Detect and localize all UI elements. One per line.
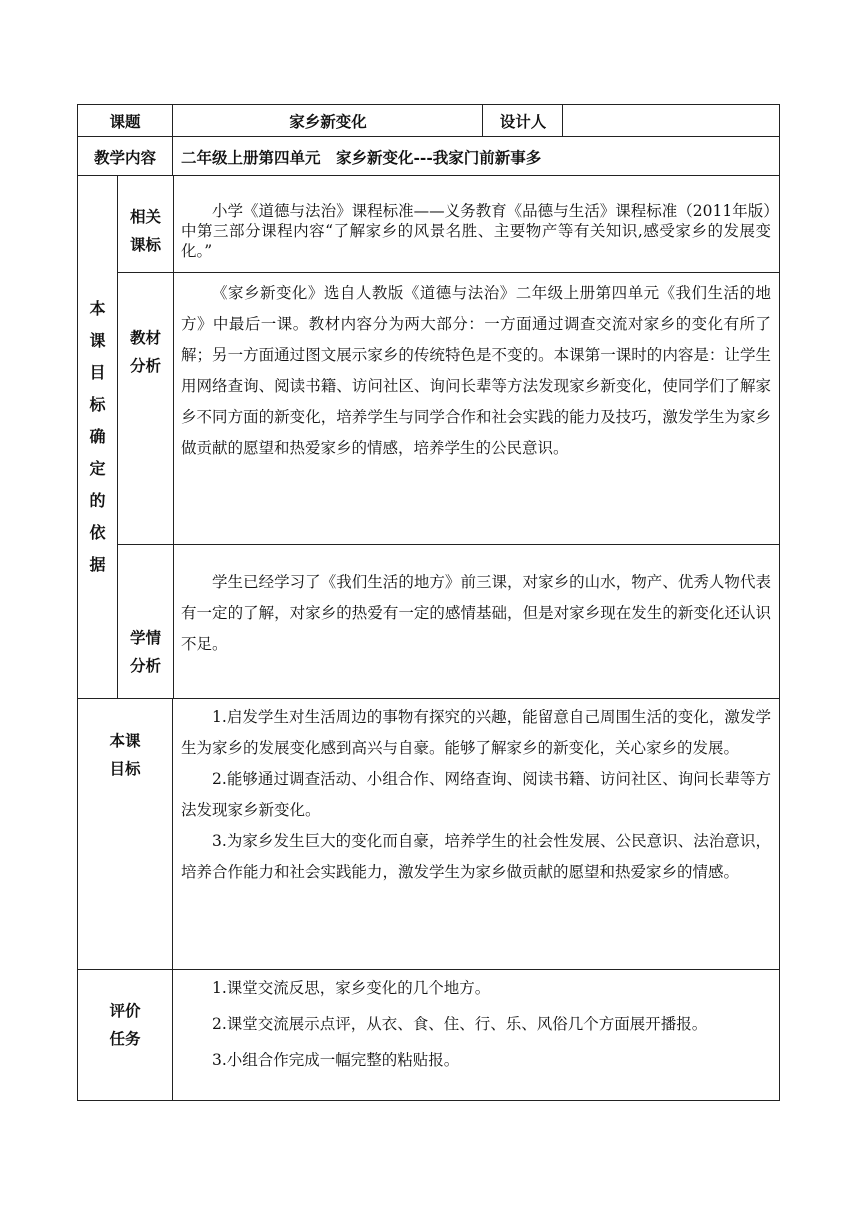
assessment-item: 3.小组合作完成一幅完整的粘贴报。	[212, 1051, 460, 1069]
assessment-label: 评价 任务	[109, 1001, 141, 1048]
assessment-item: 2.课堂交流展示点评，从衣、食、住、行、乐、风俗几个方面展开播报。	[212, 1015, 708, 1033]
standard-text-cell	[181, 201, 771, 271]
row-divider	[117, 544, 780, 545]
goal-item: 3.为家乡发生巨大的变化而自豪，培养学生的社会性发展、公民意识、法治意识，培养合作能力和社会实践能力，激发学生为家乡做贡献的愿望和热爱家乡的情感。	[181, 832, 771, 881]
designer-label: 设计人	[499, 111, 547, 131]
goals-text-cell	[181, 702, 771, 968]
standard-label: 相关 课标	[129, 207, 161, 254]
topic-value: 家乡新变化	[289, 111, 367, 131]
standard-text: 小学《道德与法治》课程标准——义务教育《品德与生活》课程标准（2011年版）中第三部分课程内容“了解家乡的风景名胜、主要物产等有关知识,感受家乡的发展变化。”	[181, 202, 771, 260]
content-value: 二年级上册第四单元 家乡新变化---我家门前新事多	[181, 147, 542, 167]
table-border-bottom	[77, 1100, 780, 1101]
designer-value	[563, 104, 779, 137]
students-label: 学情 分析	[129, 627, 161, 675]
lesson-plan-table	[77, 104, 780, 1100]
assessment-text-cell	[181, 970, 771, 1090]
material-text: 《家乡新变化》选自人教版《道德与法治》二年级上册第四单元《我们生活的地方》中最后一课。教材内容分为两大部分：一方面通过调查交流对家乡的变化有所了解；另一方面通过图文展示家乡的传统特色是不变的。本课第一课时的内容是：让学生用网络查询、阅读书籍、访问社区、询问长辈等方法发现家乡新变化，使同学们了解家乡不同方面的新变化，培养学生与同学合作和社会实践的能力及技巧，激发学生为家乡做贡献的愿望和热爱家乡的情感，培养学生的公民意识。	[181, 284, 771, 457]
students-text-cell	[181, 567, 771, 687]
basis-title: 本 课 目 标 确 定 的 依 据	[89, 299, 106, 574]
material-text-cell	[181, 278, 771, 538]
row-divider	[77, 698, 780, 699]
assessment-item: 1.课堂交流反思，家乡变化的几个地方。	[212, 979, 491, 997]
material-label: 教材 分析	[129, 328, 161, 375]
topic-label: 课题	[109, 111, 141, 131]
row-divider	[117, 272, 780, 273]
content-label: 教学内容	[93, 147, 156, 167]
table-border-right	[779, 104, 780, 1101]
goal-item: 2.能够通过调查活动、小组合作、网络查询、阅读书籍、访问社区、询问长辈等方法发现家乡新变化。	[181, 770, 771, 819]
students-text: 学生已经学习了《我们生活的地方》前三课，对家乡的山水，物产、优秀人物代表有一定的了解，对家乡的热爱有一定的感情基础，但是对家乡现在发生的新变化还认识不足。	[181, 573, 771, 653]
goal-item: 1.启发学生对生活周边的事物有探究的兴趣，能留意自己周围生活的变化，激发学生为家乡的发展变化感到高兴与自豪。能够了解家乡的新变化，关心家乡的发展。	[181, 708, 771, 757]
col-divider	[173, 175, 174, 699]
goals-label: 本课 目标	[109, 731, 141, 778]
